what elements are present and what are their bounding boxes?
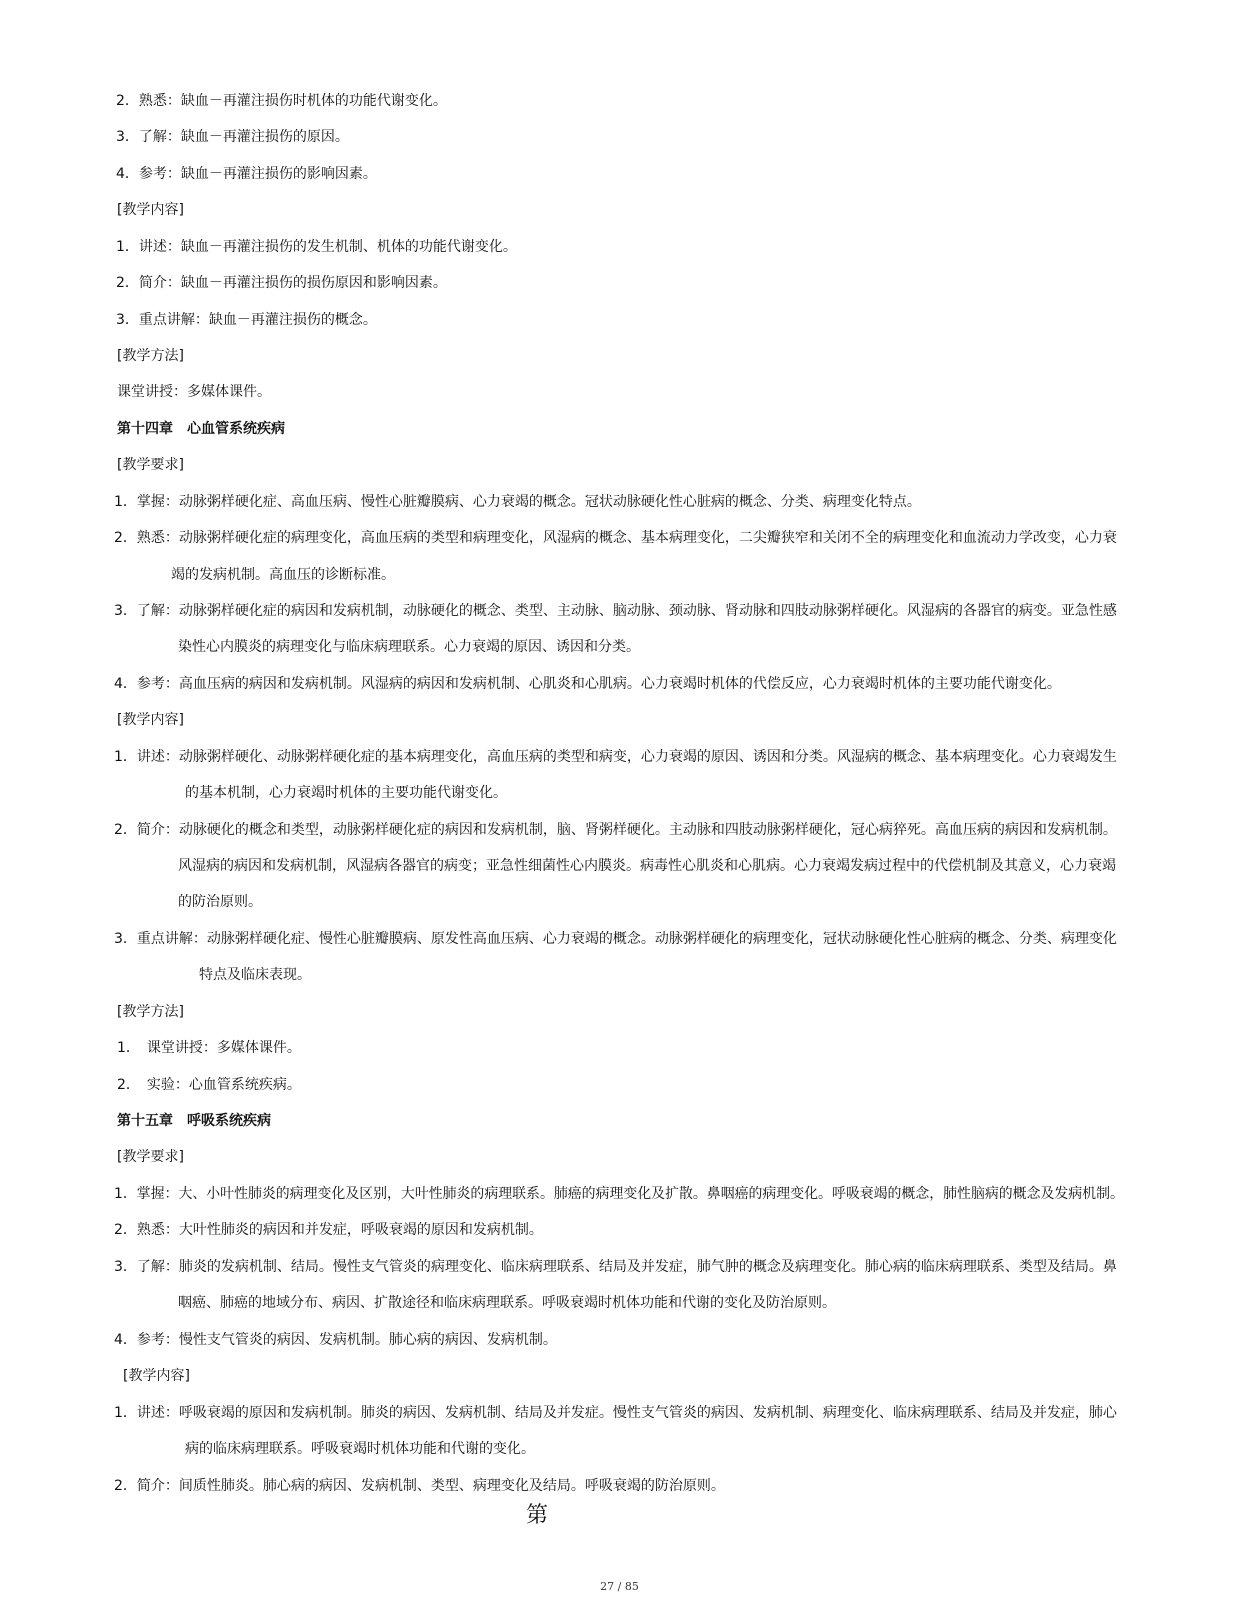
item-understand-reperfusion: 3．了解：缺血－再灌注损伤的原因。 <box>116 129 349 145</box>
item-familiar-cardio-cont: 竭的发病机制。高血压的诊断标准。 <box>171 567 395 583</box>
section-teaching-requirements: [教学要求] <box>117 457 184 473</box>
chapter-15-heading: 第十五章 呼吸系统疾病 <box>117 1113 271 1129</box>
item-understand-cardio: 3．了解：动脉粥样硬化症的病因和发病机制，动脉硬化的概念、类型、主动脉、脑动脉、颈动脉、肾动脉和四肢动脉粥样硬化。风湿病的各器官的病变。亚急性感 <box>114 603 1117 619</box>
item-understand-resp-cont: 咽癌、肺癌的地域分布、病因、扩散途径和临床病理联系。呼吸衰竭时机体功能和代谢的变化及防治原则。 <box>178 1295 836 1311</box>
item-method-lecture: 1． 课堂讲授：多媒体课件。 <box>117 1040 301 1056</box>
item-master-resp: 1．掌握：大、小叶性肺炎的病理变化及区别，大叶性肺炎的病理联系。肺癌的病理变化及扩散。鼻咽癌的病理变化。呼吸衰竭的概念，肺性脑病的概念及发病机制。 <box>114 1186 1124 1202</box>
section-teaching-method: [教学方法] <box>117 348 184 364</box>
section-teaching-content: [教学内容] <box>117 712 184 728</box>
item-lecture-cardio-cont: 的基本机制，心力衰竭时机体的主要功能代谢变化。 <box>185 785 507 801</box>
item-lecture-resp: 1．讲述：呼吸衰竭的原因和发病机制。肺炎的病因、发病机制、结局及并发症。慢性支气管炎的病因、发病机制、病理变化、临床病理联系、结局及并发症，肺心 <box>114 1405 1117 1421</box>
item-method-experiment: 2． 实验：心血管系统疾病。 <box>117 1077 301 1093</box>
item-key-reperfusion: 3．重点讲解：缺血－再灌注损伤的概念。 <box>116 312 377 328</box>
section-teaching-content: [教学内容] <box>123 1368 190 1384</box>
item-reference-reperfusion: 4．参考：缺血－再灌注损伤的影响因素。 <box>116 166 377 182</box>
item-familiar-resp: 2．熟悉：大叶性肺炎的病因和并发症，呼吸衰竭的原因和发病机制。 <box>114 1222 543 1238</box>
section-teaching-requirements: [教学要求] <box>117 1149 184 1165</box>
page-number: 27 / 85 <box>600 1580 639 1593</box>
item-understand-cardio-cont: 染性心内膜炎的病理变化与临床病理联系。心力衰竭的原因、诱因和分类。 <box>178 639 640 655</box>
item-lecture-reperfusion: 1．讲述：缺血－再灌注损伤的发生机制、机体的功能代谢变化。 <box>116 239 517 255</box>
item-brief-reperfusion: 2．简介：缺血－再灌注损伤的损伤原因和影响因素。 <box>116 275 447 291</box>
item-brief-cardio-cont: 风湿病的病因和发病机制，风湿病各器官的病变；亚急性细菌性心内膜炎。病毒性心肌炎和心肌病。心力衰竭发病过程中的代偿机制及其意义，心力衰竭 <box>178 858 1116 874</box>
item-reference-cardio: 4．参考：高血压病的病因和发病机制。风湿病的病因和发病机制、心肌炎和心肌病。心力衰竭时机体的代偿反应，心力衰竭时机体的主要功能代谢变化。 <box>114 676 1061 692</box>
item-lecture-cardio: 1．讲述：动脉粥样硬化、动脉粥样硬化症的基本病理变化，高血压病的类型和病变，心力衰竭的原因、诱因和分类。风湿病的概念、基本病理变化。心力衰竭发生 <box>114 749 1117 765</box>
item-reference-resp: 4．参考：慢性支气管炎的病因、发病机制。肺心病的病因、发病机制。 <box>114 1332 557 1348</box>
item-key-cardio: 3．重点讲解：动脉粥样硬化症、慢性心脏瓣膜病、原发性高血压病、心力衰竭的概念。动脉粥样硬化的病理变化，冠状动脉硬化性心脏病的概念、分类、病理变化 <box>114 931 1117 947</box>
item-understand-resp: 3．了解：肺炎的发病机制、结局。慢性支气管炎的病理变化、临床病理联系、结局及并发症，肺气肿的概念及病理变化。肺心病的临床病理联系、类型及结局。鼻 <box>114 1259 1117 1275</box>
footer-chapter-char: 第 <box>526 1503 549 1528</box>
chapter-14-heading: 第十四章 心血管系统疾病 <box>117 421 285 437</box>
section-teaching-content: [教学内容] <box>117 202 184 218</box>
item-method-lecture: 课堂讲授：多媒体课件。 <box>117 384 271 400</box>
item-familiar-cardio: 2．熟悉：动脉粥样硬化症的病理变化，高血压病的类型和病理变化，风湿病的概念、基本病理变化，二尖瓣狭窄和关闭不全的病理变化和血流动力学改变，心力衰 <box>114 530 1117 546</box>
section-teaching-method: [教学方法] <box>117 1004 184 1020</box>
item-familiar-reperfusion: 2．熟悉：缺血－再灌注损伤时机体的功能代谢变化。 <box>116 93 447 109</box>
item-brief-cardio-cont2: 的防治原则。 <box>178 894 262 910</box>
item-brief-resp: 2．简介：间质性肺炎。肺心病的病因、发病机制、类型、病理变化及结局。呼吸衰竭的防治原则。 <box>114 1478 725 1494</box>
item-lecture-resp-cont: 病的临床病理联系。呼吸衰竭时机体功能和代谢的变化。 <box>185 1441 535 1457</box>
item-key-cardio-cont: 特点及临床表现。 <box>199 967 311 983</box>
item-master-cardio: 1．掌握：动脉粥样硬化症、高血压病、慢性心脏瓣膜病、心力衰竭的概念。冠状动脉硬化性心脏病的概念、分类、病理变化特点。 <box>114 494 921 510</box>
item-brief-cardio: 2．简介：动脉硬化的概念和类型，动脉粥样硬化症的病因和发病机制，脑、肾粥样硬化。主动脉和四肢动脉粥样硬化，冠心病猝死。高血压病的病因和发病机制。 <box>114 822 1117 838</box>
